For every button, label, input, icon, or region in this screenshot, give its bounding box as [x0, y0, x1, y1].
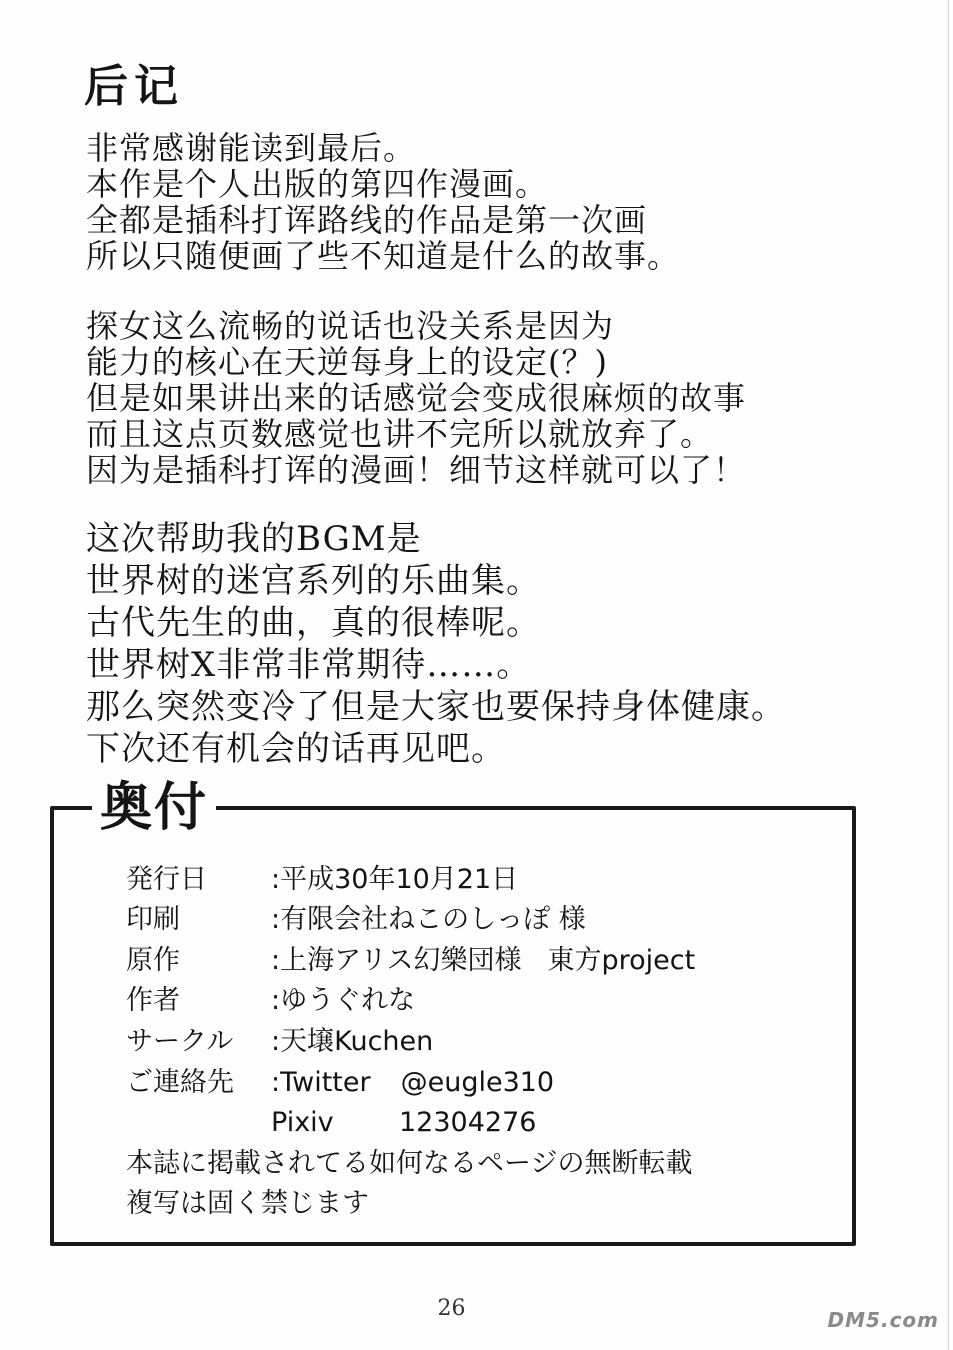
row-value-part: :Twitter	[271, 1067, 371, 1098]
row-value-part: 東方project	[547, 945, 696, 976]
afterword-title: 后记	[84, 61, 184, 112]
row-value	[271, 1063, 554, 1103]
row-value	[271, 1103, 536, 1143]
reprint-notice-line: 本誌に掲載されてる如何なるページの無断転載	[126, 1148, 693, 1179]
text-line: 能力的核心在天逆每身上的设定(？)	[86, 343, 608, 381]
page-number: 26	[437, 1296, 466, 1321]
colophon-title: 奥付	[92, 780, 216, 836]
row-value: :ゆうぐれな	[271, 985, 416, 1016]
afterword-paragraph-3	[86, 518, 786, 770]
text-line: 非常感谢能读到最后。	[86, 129, 417, 167]
pixiv-id: 12304276	[399, 1107, 537, 1138]
row-value: :天壌Kuchen	[271, 1026, 434, 1057]
text-line: 因为是插科打诨的漫画！细节这样就可以了！	[86, 451, 747, 489]
text-line: 世界树的迷宫系列的乐曲集。	[86, 561, 541, 601]
afterword-paragraph-1	[86, 130, 680, 274]
row-key: サークル	[126, 1026, 234, 1057]
text-line: 古代先生的曲，真的很棒呢。	[86, 603, 541, 643]
text-line: 全都是插科打诨路线的作品是第一次画	[86, 201, 648, 239]
twitter-handle: @eugle310	[400, 1067, 555, 1098]
site-watermark-logo: DM5.com	[827, 1308, 939, 1332]
text-line: 世界树X非常非常期待……。	[86, 645, 532, 685]
afterword-paragraph-2	[86, 308, 746, 488]
text-line: 本作是个人出版的第四作漫画。	[86, 165, 549, 203]
text-line: 那么突然变冷了但是大家也要保持身体健康。	[86, 687, 786, 727]
text-line: 下次还有机会的话再见吧。	[86, 729, 506, 769]
row-value: :有限会社ねこのしっぽ 様	[271, 904, 586, 935]
row-key: 発行日	[126, 864, 207, 895]
text-line: 这次帮助我的BGM是	[86, 519, 422, 559]
row-value-part: :上海アリス幻樂団様	[271, 945, 522, 976]
colophon-box	[50, 778, 856, 1246]
row-value	[271, 941, 695, 981]
row-key: 原作	[126, 945, 180, 976]
reprint-notice-line: 複写は固く禁じます	[126, 1188, 369, 1219]
page-edge	[948, 0, 949, 1350]
text-line: 所以只随便画了些不知道是什么的故事。	[86, 237, 681, 275]
row-value: :平成30年10月21日	[271, 864, 519, 895]
text-line: 探女这么流畅的说话也没关系是因为	[86, 307, 615, 345]
text-line: 但是如果讲出来的话感觉会变成很麻烦的故事	[86, 379, 747, 417]
row-key: ご連絡先	[126, 1067, 234, 1098]
row-value-part: Pixiv	[271, 1107, 334, 1138]
row-key: 作者	[126, 985, 180, 1016]
row-key: 印刷	[126, 904, 180, 935]
text-line: 而且这点页数感觉也讲不完所以就放弃了。	[86, 415, 714, 453]
